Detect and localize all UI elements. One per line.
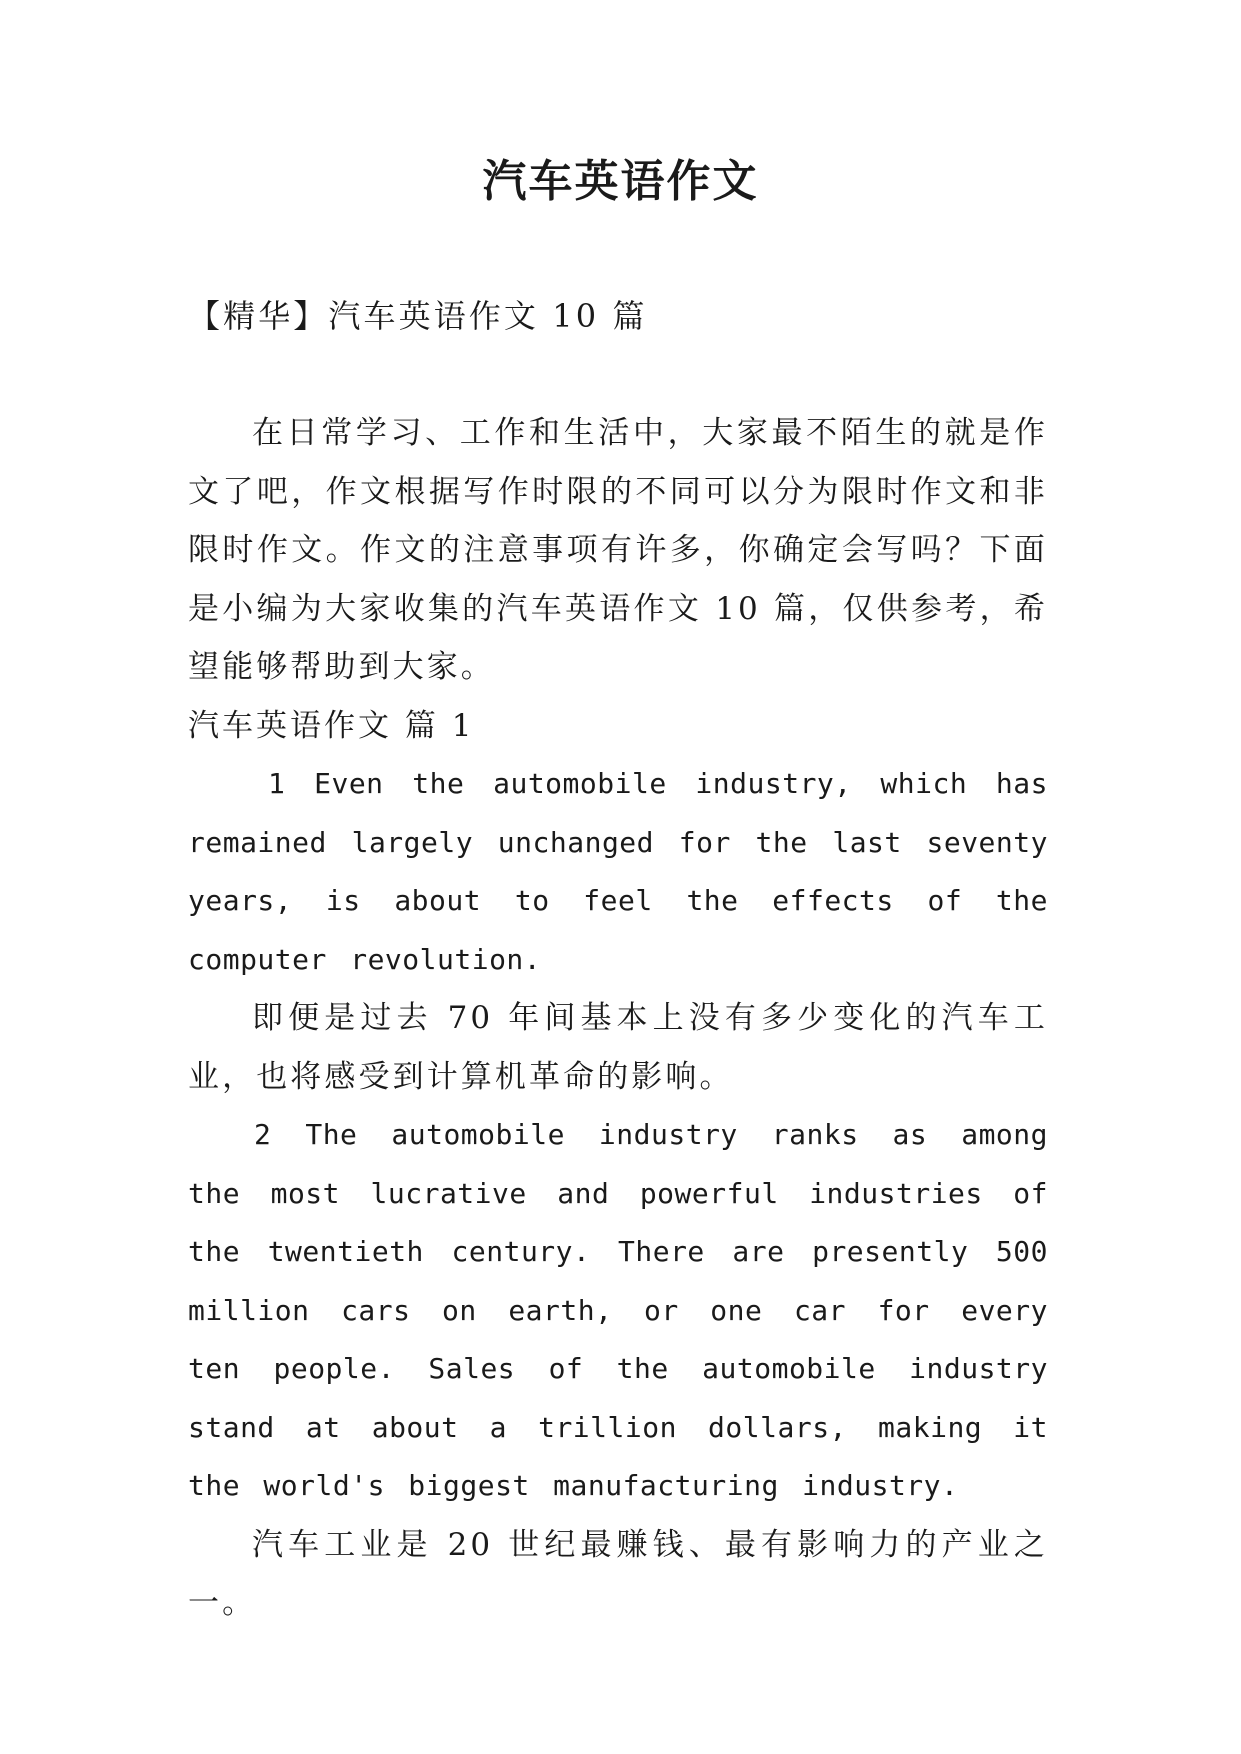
document-title: 汽车英语作文 <box>482 156 759 207</box>
english-paragraph-2: 2 The automobile industry ranks as among the most lucrative and powerful industries of the twentieth century. There are presently 500 million cars on earth, or one car for every ten people. Sales of the automobile industry stand at about a trillion dollars, making it the world's biggest manufacturing industry. <box>188 1118 1048 1502</box>
chinese-paragraph-2: 汽车工业是 20 世纪最赚钱、最有影响力的产业之一。 <box>188 1526 1048 1621</box>
english-paragraph-1: 1 Even the automobile industry, which has remained largely unchanged for the last seventy years, is about to feel the effects of the computer revolution. <box>188 767 1048 976</box>
chinese-paragraph-1: 即便是过去 70 年间基本上没有多少变化的汽车工业，也将感受到计算机革命的影响。 <box>188 1000 1048 1095</box>
document-subtitle: 【精华】汽车英语作文 10 篇 <box>188 297 648 335</box>
intro-paragraph: 在日常学习、工作和生活中，大家最不陌生的就是作文了吧，作文根据写作时限的不同可以分为限时作文和非限时作文。作文的注意事项有许多，你确定会写吗？下面是小编为大家收集的汽车英语作文 10 篇，仅供参考，希望能够帮助到大家。 <box>188 415 1048 685</box>
section-heading: 汽车英语作文 篇 1 <box>188 707 475 744</box>
document-body <box>188 404 1048 1633</box>
